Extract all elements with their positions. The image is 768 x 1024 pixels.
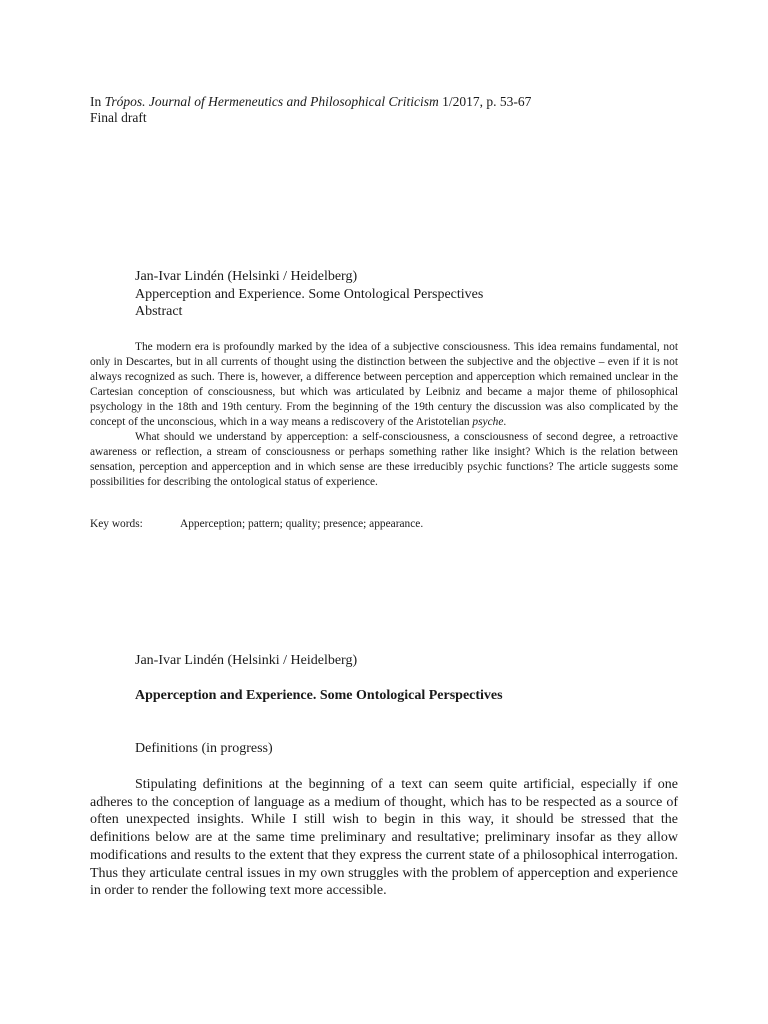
abstract-p1-end: . <box>503 416 507 428</box>
keywords-line <box>90 517 423 532</box>
keywords-value: Apperception; pattern; quality; presence; appearance. <box>180 518 424 530</box>
citation-line <box>90 94 531 110</box>
abstract-title: Apperception and Experience. Some Ontological Perspectives <box>135 286 484 302</box>
abstract-p1-italic: psyche <box>472 416 504 428</box>
abstract-label: Abstract <box>135 304 183 319</box>
abstract-author: Jan-Ivar Lindén (Helsinki / Heidelberg) <box>135 269 358 284</box>
citation-prefix: In <box>90 94 105 109</box>
abstract-paragraph-2: What should we understand by apperception: a self-consciousness, a consciousness of second degree, a retroactive awareness or reflection, a stream of consciousness or perhaps something rather like insight? Which is the relation between sensation, perception and apperception and in which sense are these irreducibly psychic functions? The article suggests some possibilities for describing the ontological status of experience. <box>90 431 678 488</box>
section-heading: Definitions (in progress) <box>135 741 273 756</box>
article-author: Jan-Ivar Lindén (Helsinki / Heidelberg) <box>135 653 358 668</box>
body-paragraph: Stipulating definitions at the beginning of a text can seem quite artificial, especially if one adheres to the conception of language as a medium of thought, which has to be respected as a source of often unexpected insights. While I still wish to begin in this way, it should be stressed that the definitions below are at the same time preliminary and resultative; preliminary insofar as they allow modifications and results to the extent that they express the current state of a philosophical interrogation. Thus they articulate central issues in my own struggles with the problem of apperception and experience in order to render the following text more accessible. <box>90 777 678 899</box>
abstract-paragraph-1 <box>90 340 678 430</box>
article-title: Apperception and Experience. Some Ontological Perspectives <box>135 688 503 703</box>
draft-status: Final draft <box>90 110 147 125</box>
keywords-label: Key words: <box>90 518 143 530</box>
abstract-p1-text: The modern era is profoundly marked by the idea of a subjective consciousness. This idea remains fundamental, not only in Descartes, but in all currents of thought using the distinction between the subjective and the objective – even if it is not always recognized as such. There is, however, a difference between perception and apperception which remained unclear in the Cartesian conception of consciousness, but which was articulated by Leibniz and became a major theme of philosophical psychology in the 18th and 19th century. From the beginning of the 19th century the discussion was also complicated by the concept of the unconscious, which in a way means a rediscovery of the Aristotelian <box>90 341 678 428</box>
abstract-heading-block <box>135 268 483 321</box>
journal-name: Trópos. Journal of Hermeneutics and Philosophical Criticism <box>104 94 439 109</box>
abstract-body <box>90 340 678 490</box>
publication-header <box>90 94 531 126</box>
issue-info: 1/2017, p. 53-67 <box>438 94 532 109</box>
